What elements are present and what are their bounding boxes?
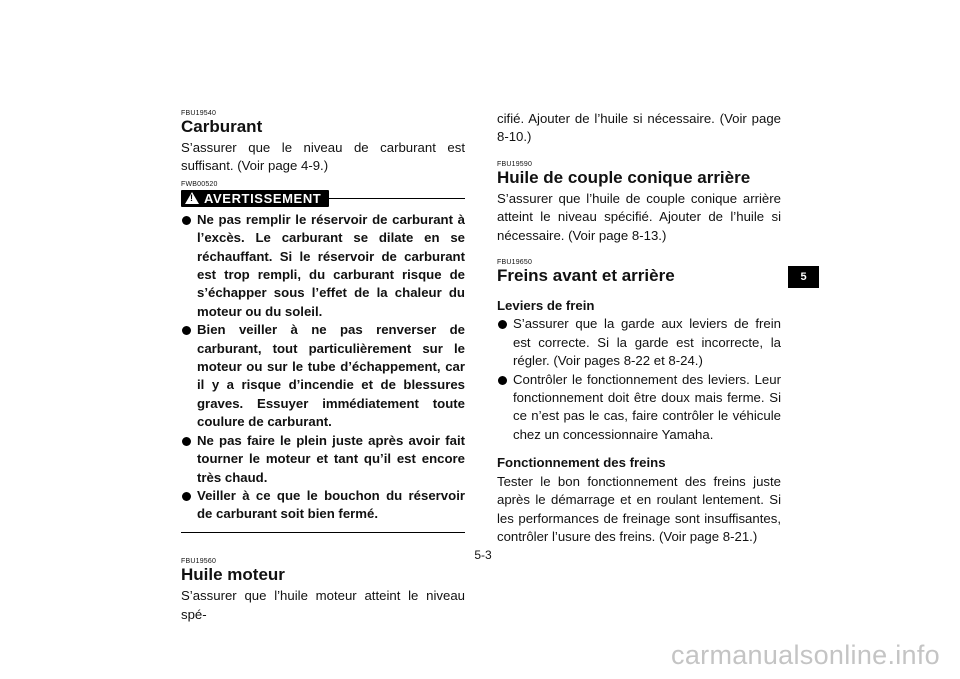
list-item: S’assurer que la garde aux leviers de frein est correcte. Si la garde est incorrecte, la régler. (Voir pages 8-22 et 8-24.) [497,315,781,370]
warning-code: FWB00520 [181,180,218,188]
warning-header [181,190,465,207]
section-title-huile-moteur: Huile moteur [181,565,285,585]
bullet-icon [498,376,507,385]
watermark: carmanualsonline.info [671,640,940,670]
subheading-leviers: Leviers de frein [497,298,595,314]
chapter-tab: 5 [788,266,819,288]
bullet-icon [182,216,191,225]
list-item: Ne pas faire le plein juste après avoir fait tourner le moteur et tant qu’il est encore très chaud. [181,432,465,487]
warning-list [181,211,465,524]
warning-triangle-icon [185,192,199,204]
section-title-freins: Freins avant et arrière [497,266,675,286]
paragraph-couple-conique: S’assurer que l’huile de couple conique arrière atteint le niveau spécifié. Ajouter de l’huile si nécessaire. (Voir page 8-13.) [497,190,781,243]
list-item: Veiller à ce que le bouchon du réservoir de carburant soit bien fermé. [181,487,465,524]
section-code: FBU19560 [181,558,217,566]
section-code: FBU19590 [497,160,533,168]
list-item: Ne pas remplir le réservoir de carburant à l’excès. Le carburant se dilate en se réchauffant. Si le réservoir de carburant est trop rempli, du carburant risque de s’échapper sous l’effet de la chaleur du moteur ou du soleil. [181,211,465,321]
list-item: Bien veiller à ne pas renverser de carburant, tout particulièrement sur le moteur ou sur le tube d’échappement, car il y a risque d’incendie et de blessures graves. Essuyer immédiatement toute coulure de carburant. [181,321,465,431]
paragraph-huile-moteur-cont: cifié. Ajouter de l’huile si nécessaire. (Voir page 8-10.) [497,111,781,145]
section-title-couple-conique: Huile de couple conique arrière [497,167,751,187]
levers-list [497,315,781,444]
bullet-icon [182,437,191,446]
section-code: FBU19650 [497,259,533,267]
bullet-icon [182,326,191,335]
bullet-icon [182,492,191,501]
paragraph-fonctionnement: Tester le bon fonctionnement des freins juste après le démarrage et en roulant lentement. Si les performances de freinage sont insuffisantes, contrôler l’usure des freins. (Voir page 8-21.) [497,473,781,544]
warning-label: AVERTISSEMENT [204,190,322,206]
list-item: Contrôler le fonctionnement des leviers. Leur fonctionnement doit être doux mais ferme. Si ce n’est pas le cas, faire contrôler le véhicule chez un concessionnaire Yamaha. [497,371,781,445]
bullet-icon [498,320,507,329]
section-title-carburant: Carburant [181,117,263,136]
paragraph-carburant: S’assurer que le niveau de carburant est suffisant. (Voir page 4-9.) [181,140,465,174]
page-number: 5-3 [474,548,492,562]
subheading-fonctionnement: Fonctionnement des freins [497,455,666,471]
section-code: FBU19540 [181,110,217,117]
warning-badge [181,190,329,207]
right-column [497,110,781,546]
warning-end-rule [181,532,465,534]
paragraph-huile-moteur: S’assurer que l’huile moteur atteint le niveau spé- [181,588,465,622]
warning-rule [329,198,465,200]
left-column [181,110,465,624]
